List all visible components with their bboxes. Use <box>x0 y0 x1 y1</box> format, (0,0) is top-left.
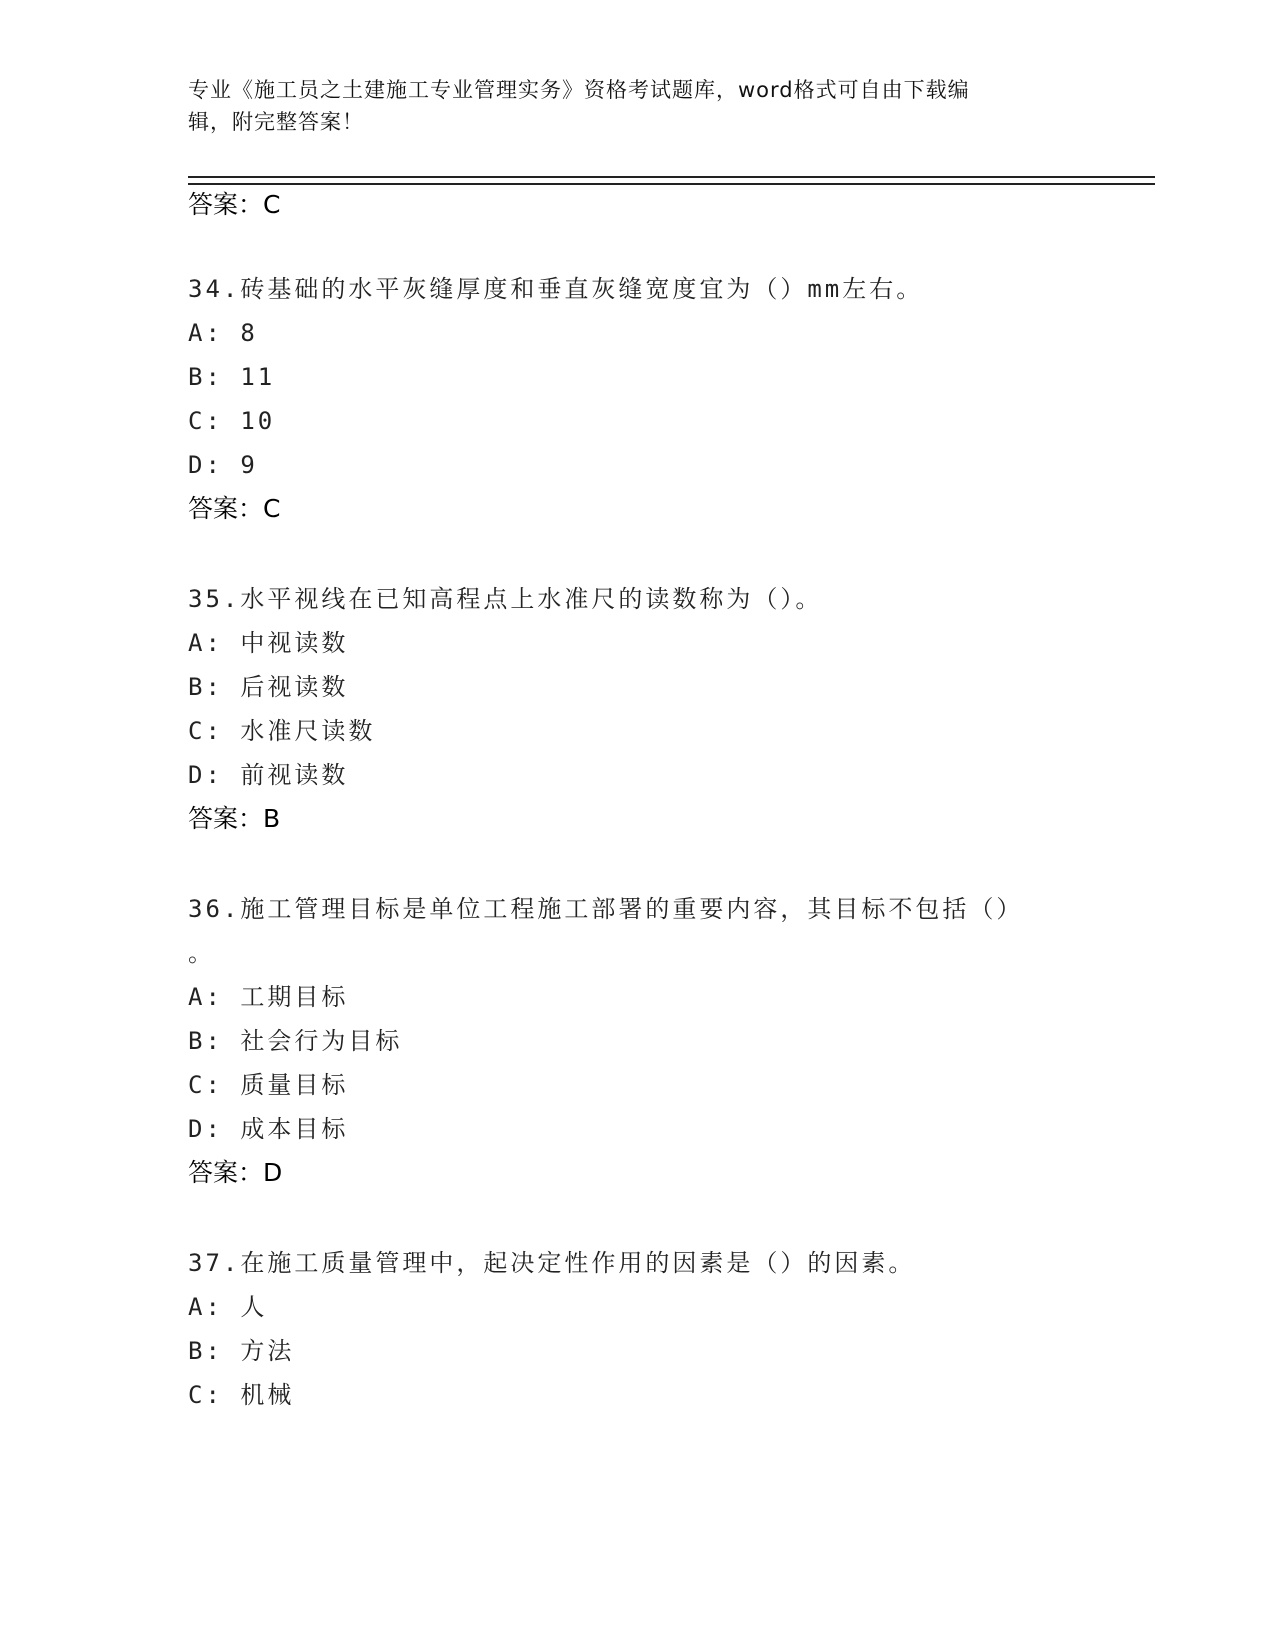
question-34-stem: 34.砖基础的水平灰缝厚度和垂直灰缝宽度宜为（）mm左右。 <box>188 275 924 303</box>
question-35-option-c: C: 水准尺读数 <box>188 717 376 745</box>
question-36-option-b: B: 社会行为目标 <box>188 1027 403 1055</box>
question-37-stem: 37.在施工质量管理中，起决定性作用的因素是（）的因素。 <box>188 1249 916 1277</box>
question-35-option-a: A: 中视读数 <box>188 629 349 657</box>
header-line-2: 辑，附完整答案！ <box>188 110 364 134</box>
document-header <box>188 74 1088 138</box>
header-divider-top <box>188 176 1155 178</box>
header-divider-bottom <box>188 183 1155 185</box>
question-35-stem: 35.水平视线在已知高程点上水准尺的读数称为（）。 <box>188 585 823 613</box>
question-34-answer: 答案：C <box>188 494 281 523</box>
question-34-option-d: D: 9 <box>188 451 258 479</box>
question-37-option-c: C: 机械 <box>188 1381 295 1409</box>
question-37-option-a: A: 人 <box>188 1293 268 1321</box>
question-34-option-a: A: 8 <box>188 319 258 347</box>
question-34-option-b: B: 11 <box>188 363 276 391</box>
header-line-1: 专业《施工员之土建施工专业管理实务》资格考试题库，word格式可自由下载编 <box>188 78 970 102</box>
question-36-option-a: A: 工期目标 <box>188 983 349 1011</box>
previous-answer: 答案：C <box>188 190 281 219</box>
question-36-stem-continuation: 。 <box>188 939 215 967</box>
question-35-option-b: B: 后视读数 <box>188 673 349 701</box>
question-36-answer: 答案：D <box>188 1158 283 1187</box>
question-34-option-c: C: 10 <box>188 407 276 435</box>
question-35-option-d: D: 前视读数 <box>188 761 349 789</box>
question-37-option-b: B: 方法 <box>188 1337 295 1365</box>
question-36-stem: 36.施工管理目标是单位工程施工部署的重要内容，其目标不包括（） <box>188 895 1024 923</box>
question-35-answer: 答案：B <box>188 804 281 833</box>
question-36-option-d: D: 成本目标 <box>188 1115 349 1143</box>
question-36-option-c: C: 质量目标 <box>188 1071 349 1099</box>
